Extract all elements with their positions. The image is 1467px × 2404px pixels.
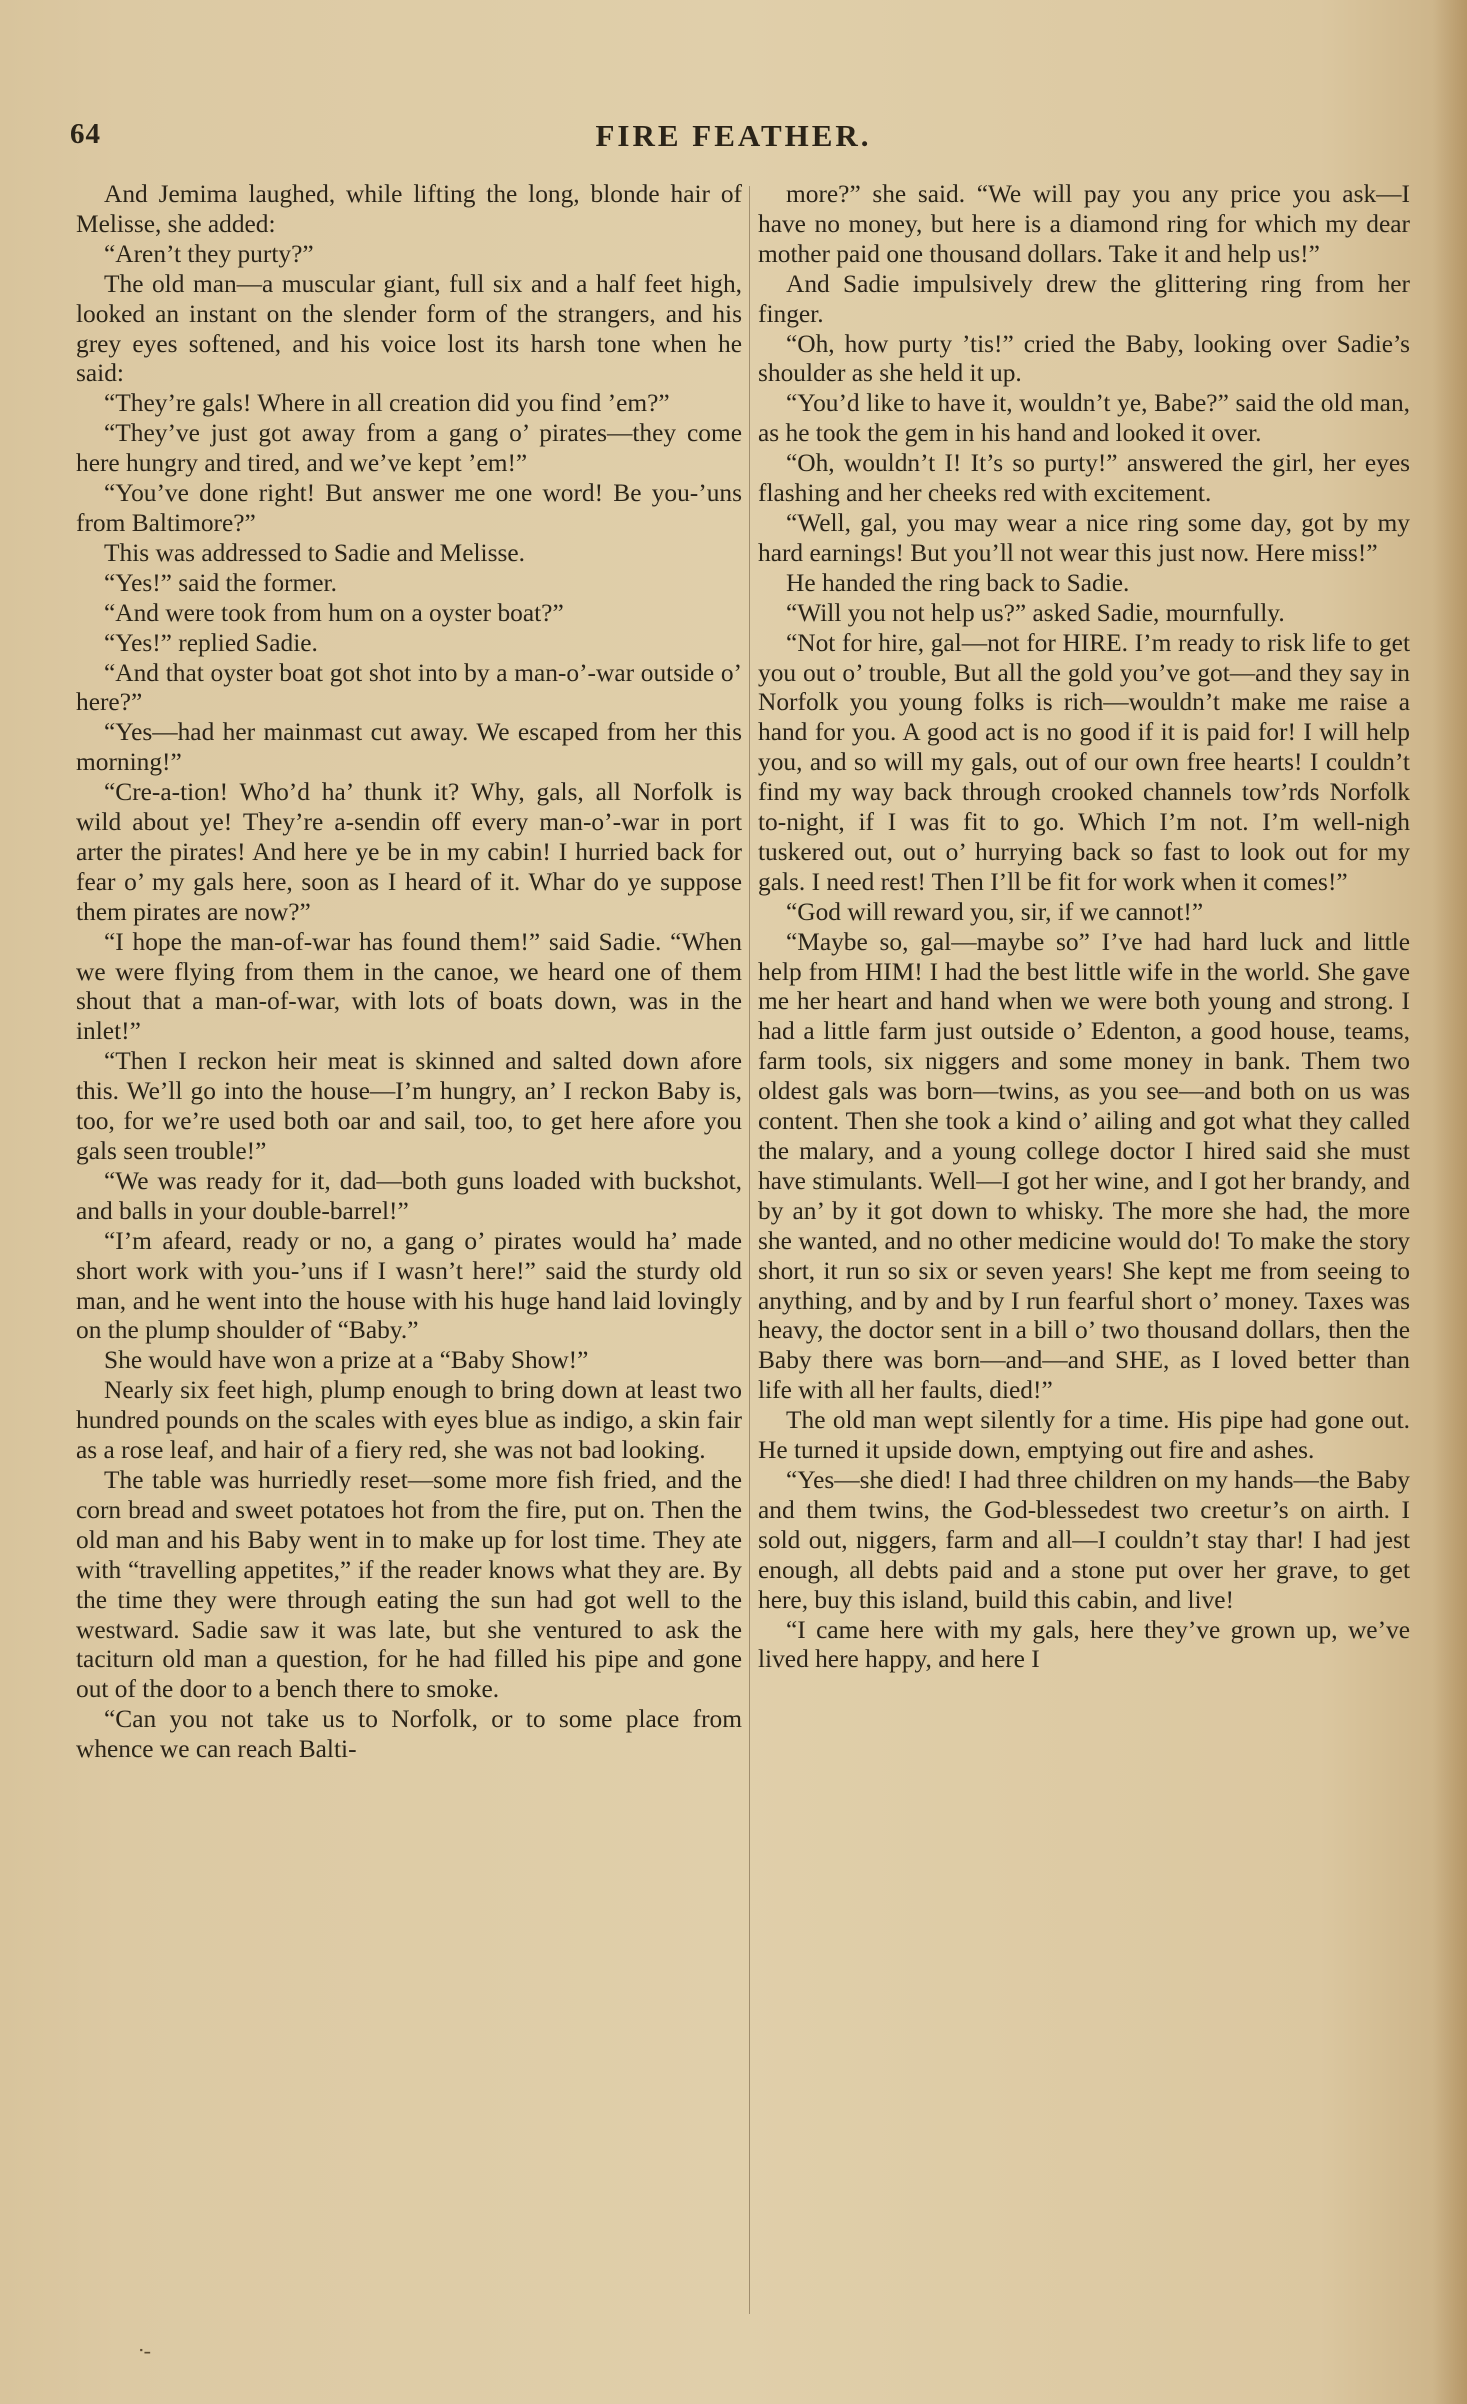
paragraph: “Not for hire, gal—not for HIRE. I’m ready to risk life to get you out o’ trouble, But all the gold you’ve got—and they say in Norfolk you young folks is rich—wouldn’t make me raise a hand for you. A good act is no good if it is paid for! I will help you, and so will my gals, out of our own free hearts! I couldn’t find my way back through crooked channels tow’rds Norfolk to-night, if I was fit to go. Which I’m not. I’m well-nigh tuskered out, out o’ hurrying back so fast to look out for my gals. I need rest! Then I’ll be fit for work when it comes!” xyxy=(758,628,1410,896)
paragraph: “Oh, how purty ’tis!” cried the Baby, looking over Sadie’s shoulder as she held it up. xyxy=(758,329,1410,388)
page-number: 64 xyxy=(70,118,101,150)
paragraph: The old man—a muscular giant, full six and a half feet high, looked an instant on the slender form of the strangers, and his grey eyes softened, and his voice lost its harsh tone when he said: xyxy=(76,269,742,388)
paragraph: The old man wept silently for a time. His pipe had gone out. He turned it upside down, emptying out fire and ashes. xyxy=(758,1406,1410,1465)
paragraph: “I came here with my gals, here they’ve grown up, we’ve lived here happy, and here I xyxy=(758,1615,1410,1674)
paragraph: “Aren’t they purty?” xyxy=(104,239,314,268)
left-text-column xyxy=(76,180,742,2340)
paragraph: “Will you not help us?” asked Sadie, mournfully. xyxy=(786,598,1285,627)
paragraph: “Well, gal, you may wear a nice ring some day, got by my hard earnings! But you’ll not wear this just now. Here miss!” xyxy=(758,508,1410,567)
paragraph: “You’ve done right! But answer me one word! Be you-’uns from Baltimore?” xyxy=(76,479,742,537)
paragraph: “They’ve just got away from a gang o’ pirates—they come here hungry and tired, and we’ve kept ’em!” xyxy=(76,419,742,478)
paragraph: “Maybe so, gal—maybe so” I’ve had hard luck and little help from HIM! I had the best little wife in the world. She gave me her heart and hand when we were both young and strong. I had a little farm just outside o’ Edenton, a good house, teams, farm tools, six niggers and some money in bank. Them two oldest gals was born—twins, as you see—and both on us was content. Then she took a kind o’ ailing and got what they called the malary, and a young college doctor I hired said she must have stimulants. Well—I got her wine, and I got her brandy, and by an’ by it got down to whisky. The more she had, the more she wanted, and no other medicine would do! To make the story short, it run so six or seven years! She kept me from seeing to anything, and by and by I run fearful short o’ money. Taxes was heavy, the doctor sent in a bill o’ two thousand dollars, then the Baby there was born—and—and SHE, as I loved better than life with all her faults, died!” xyxy=(758,927,1410,1405)
right-text-column xyxy=(758,180,1410,2340)
paragraph: “Oh, wouldn’t I! It’s so purty!” answered the girl, her eyes flashing and her cheeks red with excitement. xyxy=(758,449,1410,508)
paragraph: more?” she said. “We will pay you any price you ask—I have no money, but here is a diamond ring for which my dear mother paid one thousand dollars. Take it and help us!” xyxy=(758,180,1410,268)
paragraph: This was addressed to Sadie and Melisse. xyxy=(104,538,525,567)
paragraph: “Yes!” said the former. xyxy=(104,568,337,597)
paragraph: And Sadie impulsively drew the glittering ring from her finger. xyxy=(758,269,1410,328)
paragraph: “And were took from hum on a oyster boat?” xyxy=(104,598,564,627)
paragraph: “God will reward you, sir, if we cannot!” xyxy=(786,897,1204,926)
paragraph: Nearly six feet high, plump enough to bring down at least two hundred pounds on the scales with eyes blue as indigo, a skin fair as a rose leaf, and hair of a fiery red, she was not bad looking. xyxy=(76,1376,742,1465)
paragraph: “Yes!” replied Sadie. xyxy=(104,628,318,657)
paragraph: And Jemima laughed, while lifting the long, blonde hair of Melisse, she added: xyxy=(76,180,742,238)
paragraph: “And that oyster boat got shot into by a man-o’-war outside o’ here?” xyxy=(76,658,742,717)
running-title: FIRE FEATHER. xyxy=(595,118,872,153)
paragraph: “Yes—had her mainmast cut away. We escaped from her this morning!” xyxy=(76,718,742,777)
paragraph: “They’re gals! Where in all creation did you find ’em?” xyxy=(104,389,670,418)
column-divider xyxy=(749,186,750,2314)
printer-mark: ᐧ‑ xyxy=(138,2338,151,2363)
paragraph: “We was ready for it, dad—both guns loaded with buckshot, and balls in your double-barrel!” xyxy=(76,1166,742,1225)
paragraph: “I hope the man-of-war has found them!” said Sadie. “When we were flying from them in the canoe, we heard one of them shout that a man-of-war, with lots of boats down, was in the inlet!” xyxy=(76,927,742,1046)
page-header xyxy=(40,118,1427,158)
paragraph: “Can you not take us to Norfolk, or to some place from whence we can reach Balti- xyxy=(76,1705,742,1764)
paragraph: The table was hurriedly reset—some more fish fried, and the corn bread and sweet potatoes hot from the fire, put on. Then the old man and his Baby went in to make up for lost time. They ate with “travelling appetites,” if the reader knows what they are. By the time they were through eating the sun had got well to the westward. Sadie saw it was late, but she ventured to ask the taciturn old man a question, for he had filled his pipe and gone out of the door to a bench there to smoke. xyxy=(76,1465,742,1704)
page-edge-shadow xyxy=(1433,0,1467,2404)
paragraph: “I’m afeard, ready or no, a gang o’ pirates would ha’ made short work with you-’uns if I wasn’t here!” said the sturdy old man, and he went into the house with his huge hand laid lovingly on the plump shoulder of “Baby.” xyxy=(76,1226,742,1345)
paragraph: “You’d like to have it, wouldn’t ye, Babe?” said the old man, as he took the gem in his hand and looked it over. xyxy=(758,389,1410,448)
paragraph: “Then I reckon heir meat is skinned and salted down afore this. We’ll go into the house—I’m hungry, an’ I reckon Baby is, too, for we’re used both oar and sail, too, to get here afore you gals seen trouble!” xyxy=(76,1047,742,1165)
paragraph: “Yes—she died! I had three children on my hands—the Baby and them twins, the God-blessedest two creetur’s on airth. I sold out, niggers, farm and all—I couldn’t stay thar! I had jest enough, all debts paid and a stone put over her grave, to get here, buy this island, build this cabin, and live! xyxy=(758,1465,1410,1614)
paragraph: He handed the ring back to Sadie. xyxy=(786,568,1130,597)
paragraph: She would have won a prize at a “Baby Show!” xyxy=(104,1346,589,1375)
paragraph: “Cre-a-tion! Who’d ha’ thunk it? Why, gals, all Norfolk is wild about ye! They’re a-sendin off every man-o’-war in port arter the pirates! And here ye be in my cabin! I hurried back for fear o’ my gals here, soon as I heard of it. Whar do ye suppose them pirates are now?” xyxy=(76,778,742,926)
